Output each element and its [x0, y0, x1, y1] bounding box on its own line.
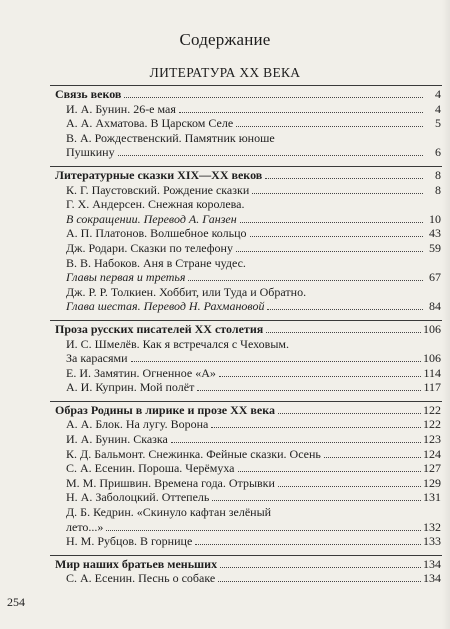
dot-leader [252, 193, 423, 194]
toc-entry-page: 59 [429, 240, 441, 255]
toc-entry-text: Д. Б. Кедрин. «Скинуло кафтан зелёный [66, 505, 272, 520]
toc-entry-page: 8 [435, 182, 441, 197]
dot-leader [240, 222, 423, 223]
toc-entry-page: 127 [423, 461, 441, 476]
section-divider [50, 320, 442, 321]
section-heading [50, 557, 442, 572]
section-heading-text: Проза русских писателей XX столетия [55, 321, 264, 336]
toc-entry [50, 505, 442, 520]
section-heading-text: Мир наших братьев меньших [55, 556, 218, 571]
section-heading-text: Образ Родины в лирике и прозе XX века [55, 402, 275, 417]
dot-leader [197, 390, 421, 391]
dot-leader [212, 500, 421, 501]
section-heading-page: 122 [423, 402, 441, 417]
dot-leader [278, 413, 421, 414]
dot-leader [179, 112, 423, 113]
dot-leader [236, 126, 423, 127]
toc-entry [50, 299, 442, 314]
toc-entry-text: В сокращении. Перевод А. Ганзен [66, 211, 237, 226]
toc-entry-page: 132 [423, 519, 441, 534]
toc-entry-page: 114 [423, 365, 441, 380]
toc-entry [50, 212, 442, 227]
section-divider [50, 555, 442, 556]
dot-leader [218, 581, 421, 582]
toc-entry-page: 4 [435, 101, 441, 116]
toc-entry-page: 122 [423, 417, 441, 432]
toc-entry-text: Г. Х. Андерсен. Снежная королева. [66, 197, 245, 212]
toc-entry-text: В. В. Набоков. Аня в Стране чудес. [66, 255, 246, 270]
section-heading-text: Связь веков [55, 87, 122, 101]
section-heading [50, 87, 442, 102]
dot-leader [219, 376, 422, 377]
section-heading [50, 168, 442, 183]
toc-entry [50, 417, 442, 432]
section-heading-page: 8 [435, 167, 441, 182]
dot-leader [220, 567, 421, 568]
page-number: 254 [7, 595, 25, 609]
toc-section [50, 85, 442, 160]
toc-entry [50, 102, 442, 117]
toc-entry [50, 285, 442, 300]
toc-entry-page: 124 [423, 446, 441, 461]
toc-entry-text: В. А. Рождественский. Памятник юноше [66, 130, 275, 145]
toc-entry-text: С. А. Есенин. Пороша. Черёмуха [66, 461, 235, 476]
section-heading-text: Литературные сказки XIX—XX веков [55, 167, 263, 182]
dot-leader [188, 280, 423, 281]
section-divider [50, 401, 442, 402]
dot-leader [118, 155, 423, 156]
dot-leader [267, 309, 423, 310]
section-heading [50, 403, 442, 418]
dot-leader [131, 361, 422, 362]
toc-entry-text: И. А. Бунин. Сказка [66, 432, 168, 447]
toc-entry [50, 270, 442, 285]
toc-entry [50, 534, 442, 549]
toc-entry-page: 43 [429, 226, 441, 241]
toc-entry-page: 134 [423, 571, 441, 586]
toc-entry-text: Е. И. Замятин. Огненное «А» [66, 365, 216, 380]
toc-section [50, 166, 442, 314]
toc-entry [50, 145, 442, 160]
page-edge-shadow [442, 0, 450, 629]
toc-entry-text: Главы первая и третья [66, 270, 186, 285]
toc-entry-page: 10 [429, 211, 441, 226]
dot-leader [278, 486, 421, 487]
toc-entry [50, 432, 442, 447]
dot-leader [106, 530, 421, 531]
toc-entry-text: К. Д. Бальмонт. Снежинка. Фейные сказки. Осень [66, 446, 321, 461]
table-of-contents [50, 85, 442, 586]
toc-entry [50, 256, 442, 271]
toc-entry-text: Пушкину [66, 145, 115, 160]
toc-entry-page: 84 [429, 299, 441, 314]
toc-entry-page: 106 [423, 351, 441, 366]
toc-entry-text: Дж. Р. Р. Толкиен. Хоббит, или Туда и Обратно. [66, 284, 307, 299]
dot-leader [211, 427, 421, 428]
section-heading-page: 134 [423, 556, 441, 571]
section-heading [50, 322, 442, 337]
toc-entry [50, 490, 442, 505]
toc-entry [50, 183, 442, 198]
toc-entry [50, 366, 442, 381]
section-divider [50, 166, 442, 167]
toc-entry [50, 197, 442, 212]
dot-leader [266, 332, 421, 333]
toc-section [50, 401, 442, 549]
toc-entry [50, 476, 442, 491]
toc-entry-text: Н. А. Заболоцкий. Оттепель [66, 490, 210, 505]
toc-entry [50, 380, 442, 395]
dot-leader [265, 178, 423, 179]
toc-entry-text: А. А. Ахматова. В Царском Селе [66, 116, 234, 131]
dot-leader [238, 471, 421, 472]
dot-leader [324, 457, 421, 458]
toc-entry-page: 129 [423, 475, 441, 490]
toc-entry [50, 131, 442, 146]
toc-entry [50, 337, 442, 352]
dot-leader [236, 251, 423, 252]
toc-section [50, 555, 442, 586]
section-divider [50, 85, 442, 86]
toc-entry [50, 241, 442, 256]
toc-entry [50, 571, 442, 586]
dot-leader [124, 97, 423, 98]
section-heading-page: 4 [435, 87, 441, 101]
toc-entry-text: И. С. Шмелёв. Как я встречался с Чеховым. [66, 336, 289, 351]
toc-entry-text: И. А. Бунин. 26-е мая [66, 101, 176, 116]
part-title: ЛИТЕРАТУРА XX ВЕКА [149, 65, 301, 80]
dot-leader [171, 442, 421, 443]
toc-entry-text: С. А. Есенин. Песнь о собаке [66, 571, 216, 586]
toc-entry-page: 133 [423, 534, 441, 549]
toc-entry-text: За карасями [66, 351, 128, 366]
toc-entry-page: 67 [429, 270, 441, 285]
dot-leader [195, 544, 421, 545]
toc-entry [50, 226, 442, 241]
toc-entry-page: 131 [423, 490, 441, 505]
toc-entry-text: К. Г. Паустовский. Рождение сказки [66, 182, 250, 197]
toc-entry-text: А. А. Блок. На лугу. Ворона [66, 417, 209, 432]
toc-entry-text: лето...» [66, 519, 104, 534]
toc-entry-text: М. М. Пришвин. Времена года. Отрывки [66, 475, 275, 490]
section-heading-page: 106 [423, 321, 441, 336]
toc-entry [50, 351, 442, 366]
toc-entry-page: 5 [435, 116, 441, 131]
toc-entry-text: А. И. Куприн. Мой полёт [66, 380, 195, 395]
toc-entry-page: 117 [423, 380, 441, 395]
toc-entry-page: 6 [435, 145, 441, 160]
toc-entry-text: Глава шестая. Перевод Н. Рахмановой [66, 299, 265, 314]
toc-entry [50, 116, 442, 131]
page-title: Содержание [179, 30, 271, 49]
toc-section [50, 320, 442, 395]
toc-entry [50, 520, 442, 535]
toc-entry-text: А. П. Платонов. Волшебное кольцо [66, 226, 247, 241]
toc-entry [50, 447, 442, 462]
toc-entry-text: Н. М. Рубцов. В горнице [66, 534, 193, 549]
toc-entry-page: 123 [423, 432, 441, 447]
toc-entry-text: Дж. Родари. Сказки по телефону [66, 240, 233, 255]
dot-leader [250, 236, 423, 237]
toc-entry [50, 461, 442, 476]
